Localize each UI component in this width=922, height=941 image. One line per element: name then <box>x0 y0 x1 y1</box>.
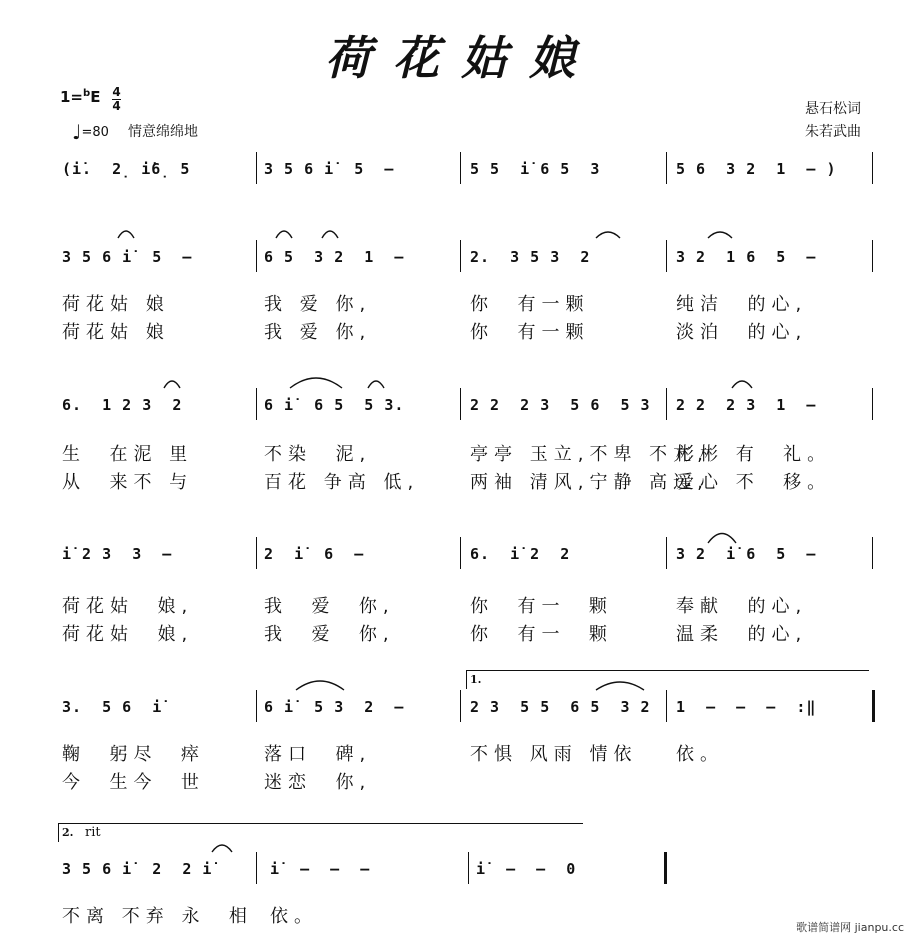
measure-notes: 3. 5 6 i̇ <box>62 698 163 716</box>
lyric-line: 不染 泥, <box>264 444 372 465</box>
song-title: 荷花姑娘 <box>325 31 597 85</box>
ritardando-marking: rit <box>85 825 101 840</box>
watermark: 歌谱简谱网 jianpu.cc <box>796 921 904 934</box>
key-prefix: 1= <box>60 88 84 106</box>
tempo-value: =80 <box>81 125 109 140</box>
lyric-line: 爱心 不 移。 <box>676 472 832 493</box>
measure-notes: 6 i̇ 5 3 2 – <box>264 698 405 716</box>
lyric-line: 荷花姑 娘 <box>62 294 170 315</box>
measure-notes: i̇ 2 3 3 – <box>62 545 173 563</box>
lyric-line: 生 在泥 里 <box>62 444 194 465</box>
lyric-line: 百花 争高 低, <box>264 472 420 493</box>
measure-notes: 6 i̇ 6 5 5 3. <box>264 396 405 414</box>
meter-bottom: 4 <box>112 99 121 113</box>
measure-notes: i̇ – – 0 <box>476 860 577 878</box>
measure-notes: 3 5 6 i̇ 2 2 i̇ <box>62 860 213 878</box>
lyric-line: 不离 不弃 永 相 <box>62 906 253 927</box>
measure-notes: 3 2 1 6 5 – <box>676 248 817 266</box>
slur <box>290 378 342 388</box>
volta-1-label: 1. <box>470 673 482 686</box>
lyric-line: 今 生今 世 <box>62 772 205 793</box>
lyric-line: 彬彬 有 礼。 <box>676 444 832 465</box>
quarter-note-icon: ♩ <box>72 120 82 144</box>
lyric-line: 你 有一颗 <box>470 322 590 343</box>
slur <box>212 845 232 852</box>
expression-marking: 情意绵绵地 <box>128 124 198 140</box>
measure-notes: 5 6 3 2 1 – ) <box>676 160 837 178</box>
measure-notes: 2 3 5 5 6 5 3 2 <box>470 698 651 716</box>
lyric-line: 荷花姑 娘, <box>62 624 194 645</box>
lyric-line: 不惧 风雨 情依 <box>470 744 638 765</box>
slur <box>596 232 620 238</box>
lyric-line: 我 爱 你, <box>264 294 372 315</box>
lyric-line: 纯洁 的心, <box>676 294 808 315</box>
slur <box>732 381 752 388</box>
lyric-line: 你 有一颗 <box>470 294 590 315</box>
measure-notes: 6. 1 2 3 2 <box>62 396 183 414</box>
lyric-line: 落口 碑, <box>264 744 372 765</box>
slur <box>296 681 344 690</box>
lyricist-credit: 悬石松词 <box>805 101 861 117</box>
measure-notes: 1 – – – :‖ <box>676 698 817 716</box>
lyric-line: 我 爱 你, <box>264 624 395 645</box>
lyric-line: 依。 <box>270 906 318 927</box>
measure-notes: 2 i̇ 6 – <box>264 545 365 563</box>
lyric-line: 荷花姑 娘 <box>62 322 170 343</box>
lyric-line: 你 有一 颗 <box>470 624 613 645</box>
measure-notes: i̇ – – – <box>270 860 371 878</box>
slur <box>164 381 180 388</box>
measure-notes: 3 2 i̇ 6 5 – <box>676 545 817 563</box>
measure-notes: 2 2 2 3 5 6 5 3 <box>470 396 651 414</box>
lyric-line: 鞠 躬尽 瘁 <box>62 744 205 765</box>
lyric-line: 亭亭 玉立,不卑 不亢, <box>470 444 709 465</box>
measure-notes: 5 5 i̇ 6 5 3 <box>470 160 601 178</box>
lyric-line: 迷恋 你, <box>264 772 372 793</box>
lyric-line: 我 爱 你, <box>264 596 395 617</box>
lyric-line: 你 有一 颗 <box>470 596 613 617</box>
lyric-line: 温柔 的心, <box>676 624 808 645</box>
measure-notes: 3 5 6 i̇ 5 – <box>264 160 395 178</box>
lyric-line: 我 爱 你, <box>264 322 372 343</box>
slur <box>708 232 732 238</box>
composer-credit: 朱若武曲 <box>805 124 861 140</box>
lyric-line: 奉献 的心, <box>676 596 808 617</box>
measure-notes: 6 5 3 2 1 – <box>264 248 405 266</box>
measure-notes: 2. 3 5 3 2 <box>470 248 591 266</box>
volta-2-label: 2. <box>62 826 74 839</box>
meter-top: 4 <box>112 85 121 99</box>
slur <box>322 231 338 238</box>
slur <box>276 231 292 238</box>
slur <box>368 381 384 388</box>
lyric-line: 荷花姑 娘, <box>62 596 194 617</box>
lyric-line: 两袖 清风,宁静 高远, <box>470 472 709 493</box>
measure-notes: 6. i̇ 2 2 <box>470 545 571 563</box>
lyric-line: 依。 <box>676 744 724 765</box>
measure-notes: (i̇. 2̣ i̇6̣ 5 <box>62 160 191 178</box>
measure-notes: 3 5 6 i̇ 5 – <box>62 248 193 266</box>
key-note: E <box>90 88 101 106</box>
slur <box>596 682 644 690</box>
flat-sign: b <box>83 88 91 99</box>
measure-notes: 2 2 2 3 1 – <box>676 396 817 414</box>
lyric-line: 从 来不 与 <box>62 472 194 493</box>
slur <box>708 534 736 544</box>
lyric-line: 淡泊 的心, <box>676 322 808 343</box>
slur <box>118 231 134 238</box>
